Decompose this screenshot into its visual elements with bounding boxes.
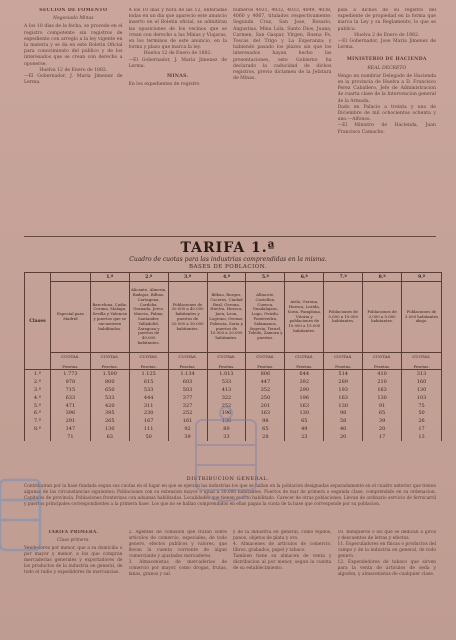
unit-cell (363, 353, 402, 370)
column-text-3: 12. Expendedores de tabaco que sirven para la venta de articulos de seda y algodon, y almacenistas de cualquier clase. (337, 560, 436, 577)
quota-cell: 289 (324, 378, 363, 386)
base-description: Albacete, Castellon, Cuenca, Guadalajara, Lugo, Oviedo, Pontevedra, Salamanca, Segovia, Teruel, Toledo, Zamora y puertos. (246, 282, 285, 353)
quota-cell: 17 (402, 425, 442, 433)
base-header: 4.ª (207, 273, 246, 282)
madrid-header (50, 273, 90, 282)
column-text: En los expedientes de registro (128, 82, 200, 88)
signature-line: —El Gobernador, J. Maria Jimenez de Lerma. (128, 57, 227, 69)
table-row (25, 425, 442, 433)
quota-cell: 396 (50, 409, 90, 417)
quota-cell: 291 (50, 417, 90, 425)
quota-cell: 33 (207, 433, 246, 441)
clase-header: Clases (25, 273, 51, 370)
quota-cell: 91 (363, 402, 402, 410)
class-cell: 7.ª (25, 417, 51, 425)
unit-cell (168, 353, 207, 370)
distribution-paragraph: Contribuiran por la base fundada segun sus cuotas en el lugar en que se ejerzan las industrias los que se hallan en la poblacion designadas separadamente en el cuadro anterior que tienen algunas de las circunstancias siguientes: Poblaciones con su extension mayor o igual a 30.000 habitantes. Puertos de mar de primera o segunda clase, comprendido en su ordenacion. Capitales de provincia. Poblaciones fronterizas con aduanas habilitadas. Localidades que tienen puerto habilitado. Carecer de otras poblaciones. Llevan de ordinario servicio de ferrocarril y puertos principales correspondientes a la primera base. Los que no se hallan comprendidos en ellas pagan la cuota de la base que corresponde por su poblacion. (24, 484, 436, 507)
quota-cell: 410 (363, 370, 402, 378)
column-text-2: 11. Especuladores en fincas o productos del campo y de la industria en general, de todo genero. (337, 542, 436, 559)
quota-cell: 201 (246, 402, 285, 410)
unit-label: CUOTAS. (372, 353, 392, 359)
base-header: 7.ª (324, 273, 363, 282)
top-column-1 (24, 8, 123, 236)
base-description: Poblaciones de 3.000 a 5.000 habitantes. (363, 282, 402, 353)
unit-label: CUOTAS. (61, 353, 80, 359)
unit-cell (246, 353, 285, 370)
base-header: 3.ª (168, 273, 207, 282)
quota-cell: 167 (129, 417, 168, 425)
quota-cell: 978 (50, 378, 90, 386)
madrid-description: Especial para Madrid (50, 282, 90, 353)
quota-cell: 533 (207, 378, 246, 386)
unit-sub: Pesetas. (413, 363, 430, 369)
bottom-column-1 (24, 530, 123, 632)
base-description: Poblaciones de 30.000 a 40.000 habitantes y puertos de 20.000 a 30.000 habitantes. (168, 282, 207, 353)
signature-line: —El Gobernador, Jose Maria Jimenez de Lerma. (337, 39, 436, 51)
base-header: 6.ª (285, 273, 324, 282)
unit-cell (207, 353, 246, 370)
divider (24, 236, 436, 237)
quota-cell: 20 (324, 433, 363, 441)
column-text: numeros 4031, 4032, 4033, 4049, 4038, 4060 y 4067, titulados respectivamente: Segunda Cruz, San Jose, Rosario, Angustias, Mina Lola, Santo Dios, Juana, Carmen, San Gaspar, Virgen, Buena Fe, Toscas del Trigo y La Esperanza; y habiendo pasado los plazos sin que los interesados hayan hecho las presentaciones, este Gobierno ha declarado la caducidad de dichos registros, previo dictamen de la Jefatura de Minas. (233, 8, 332, 82)
column-text-3: Tambien tiene su almacen de venta y distribucion al por menor, segun la cuenta de su establecimiento. (233, 554, 332, 571)
quota-cell: 1.773 (50, 370, 90, 378)
quota-cell: 650 (90, 386, 129, 394)
unit-cell (324, 353, 363, 370)
quota-cell: 130 (90, 425, 129, 433)
quota-cell: 65 (246, 425, 285, 433)
quota-cell: 1.500 (90, 370, 129, 378)
quota-cell: 103 (402, 394, 442, 402)
section-subheading: Clase primera. (56, 538, 90, 543)
section-heading: SECCION DE FOMENTO (39, 8, 108, 13)
quota-cell: 352 (246, 386, 285, 394)
quota-cell: 23 (285, 433, 324, 441)
quota-cell: 327 (168, 402, 207, 410)
decree-signature: —El Ministro de Hacienda, Juan Francisco Camacho. (337, 123, 436, 135)
quota-cell: 50 (402, 409, 442, 417)
unit-label: CUOTAS. (333, 353, 353, 359)
table-row (25, 402, 442, 410)
quota-cell: 65 (285, 417, 324, 425)
quota-cell: 313 (402, 370, 442, 378)
quota-cell: 1.125 (129, 370, 168, 378)
base-header: 8.ª (363, 273, 402, 282)
column-text: 10. Banqueros o los que se dedican a giros y descuentos de letras y efectos. (337, 530, 436, 541)
unit-cell (402, 353, 442, 370)
class-cell: 1.ª (25, 370, 51, 378)
quota-cell: 715 (50, 386, 90, 394)
quota-cell: 514 (324, 370, 363, 378)
quota-cell: 39 (168, 433, 207, 441)
unit-sub: Pesetas. (374, 363, 391, 369)
tariff-table (24, 272, 442, 441)
base-header: 9.ª (402, 273, 442, 282)
quota-cell: 196 (285, 394, 324, 402)
bottom-column-2 (129, 530, 228, 632)
quota-cell: 196 (207, 409, 246, 417)
distribution-heading: DISTRIBUCION GENERAL. (186, 476, 270, 482)
quota-cell: 28 (246, 433, 285, 441)
class-cell: 6.ª (25, 409, 51, 417)
column-text: y de la industria en general, como tejidos, panos, objetos de plata y oro. (233, 530, 332, 541)
quota-cell: 58 (324, 417, 363, 425)
decree-text: Vengo en nombrar Delegado de Hacienda en la provincia de Huelva a D. Francisco Perez Caballero, Jefe de Administracion de cuarta clase de la Intervencion general de la Armada. (337, 73, 436, 104)
unit-sub: Pesetas. (140, 363, 157, 369)
tarifa-subtitle: Cuadro de cuotas para las industrias comprendidas en la misma. (129, 256, 327, 263)
base-description: Avila, Gerona, Huesca, Lerida, Soria, Pamplona, Vitoria y poblaciones de 10.000 a 15.000 habitantes. (285, 282, 324, 353)
table-row (25, 409, 442, 417)
unit-label: CUOTAS. (256, 353, 275, 359)
table-row (25, 386, 442, 394)
base-header: 2.ª (129, 273, 168, 282)
quota-cell: 290 (285, 386, 324, 394)
unit-sub: Pesetas. (335, 363, 352, 369)
quota-cell: 503 (168, 386, 207, 394)
quota-cell: 210 (363, 378, 402, 386)
quota-cell: 130 (207, 417, 246, 425)
class-cell (25, 433, 51, 441)
quota-cell: 130 (402, 386, 442, 394)
class-cell: 2.ª (25, 378, 51, 386)
quota-cell: 193 (324, 386, 363, 394)
quota-cell: 392 (285, 378, 324, 386)
quota-cell: 806 (246, 370, 285, 378)
quota-cell: 413 (207, 386, 246, 394)
quota-cell: 377 (168, 394, 207, 402)
quota-cell: 13 (402, 433, 442, 441)
top-column-4 (338, 8, 437, 236)
quota-cell: 163 (285, 402, 324, 410)
quota-cell: 644 (285, 370, 324, 378)
quota-cell: 40 (324, 425, 363, 433)
quota-cell: 80 (207, 425, 246, 433)
bottom-columns (24, 530, 436, 632)
top-column-2 (129, 8, 228, 236)
unit-label: CUOTAS. (100, 353, 119, 359)
date-line: Huelva 2 de Enero de 1882. (354, 32, 420, 38)
quota-cell: 1.134 (168, 370, 207, 378)
quota-cell: 63 (90, 433, 129, 441)
quota-cell: 395 (90, 409, 129, 417)
unit-cell (90, 353, 129, 370)
class-cell: 8.ª (25, 425, 51, 433)
quota-cell: 75 (402, 402, 442, 410)
bottom-column-3 (233, 530, 332, 632)
unit-label: CUOTAS. (178, 353, 197, 359)
top-columns (24, 8, 436, 236)
quota-cell: 471 (50, 402, 90, 410)
table-row (25, 417, 442, 425)
quota-cell: 603 (168, 378, 207, 386)
quota-cell: 615 (129, 378, 168, 386)
quota-cell: 71 (50, 433, 90, 441)
quota-cell: 322 (207, 394, 246, 402)
quota-cell: 130 (363, 394, 402, 402)
signature-line: —El Gobernador, J. Maria Jimenez de Lerma. (24, 74, 123, 86)
quota-cell: 163 (363, 386, 402, 394)
base-header: 1.ª (90, 273, 129, 282)
quota-cell: 447 (246, 378, 285, 386)
quota-cell: 161 (168, 417, 207, 425)
quota-cell: 49 (285, 425, 324, 433)
quota-cell: 311 (129, 402, 168, 410)
base-header: 5.ª (246, 273, 285, 282)
class-cell: 4.ª (25, 394, 51, 402)
quota-cell: 265 (90, 417, 129, 425)
quota-cell: 252 (168, 409, 207, 417)
base-description: Barcelona, Cadiz, Coruna, Malaga, Sevilla y Valencia y puertos que se encuentren habilitados. (90, 282, 129, 353)
tarifa-title: TARIFA 1.ª (180, 240, 276, 256)
minas-heading: MINAS. (166, 74, 189, 80)
column-text: pida a dichos de su registro del expediente de propiedad en la forma que marca la Ley y su Reglamento, lo que se publica. (337, 8, 436, 32)
top-column-3 (233, 8, 332, 236)
section-subheading: Negociado Minas (52, 16, 94, 22)
quota-cell: 533 (129, 386, 168, 394)
class-cell: 3.ª (25, 386, 51, 394)
unit-sub: Pesetas. (257, 363, 274, 369)
quota-cell: 65 (363, 409, 402, 417)
quota-cell: 800 (90, 378, 129, 386)
unit-sub: Pesetas. (218, 363, 235, 369)
base-description: Alicante, Almeria, Badajoz, Bilbao, Cartagena, Cordoba, Granada, Jerez, Murcia, Palma, Santander, Valladolid, Zaragoza y puertos de 40.000 habitantes. (129, 282, 168, 353)
date-line: Huelva 12 de Enero de 1882. (39, 67, 108, 73)
unit-label: CUOTAS. (295, 353, 314, 359)
bottom-column-4 (338, 530, 437, 632)
column-text-2: 3. Almacenistas de mercaderias de comercio por mayor, como drogas, frutas, lanas, granos y sal. (128, 560, 227, 577)
unit-label: CUOTAS. (217, 353, 236, 359)
base-description: Bilbao, Burgos, Caceres, Ciudad Real, Gerona, Huelva, Huesca, Jaen, Leon, Logrono, Orense, Palencia, Soria y puertos de 10.000 a 20.000 habitantes. (207, 282, 246, 353)
quota-cell: 163 (246, 409, 285, 417)
unit-cell (129, 353, 168, 370)
unit-sub: Pesetas. (101, 363, 118, 369)
unit-label: CUOTAS. (139, 353, 158, 359)
unit-sub: Pesetas. (296, 363, 313, 369)
column-text: Vendedores por menor, que a su domicilio o por mayor y menor, a los que compran mercaderias generales y exportadores de los productos de la industria en general, de todo el radio y expedidores de mercancias. (24, 546, 123, 575)
quota-cell: 160 (402, 378, 442, 386)
bases-heading: BASES DE POBLACION. (189, 264, 267, 270)
quota-cell: 250 (246, 394, 285, 402)
column-text: 2. Agentes de comision que tratan sobre articulos de comercio, especiales, de todo genero, efectos publicos y valores, que llevan la cuenta corriente de algun comerciante y ajustados mercaderes. (128, 530, 227, 559)
quota-cell: 50 (129, 433, 168, 441)
quota-cell: 444 (129, 394, 168, 402)
table-row (25, 370, 442, 378)
base-description: Poblaciones de 3.000 habitantes abajo. (402, 282, 442, 353)
base-description: Poblaciones de 5.000 a 10.000 habitantes. (324, 282, 363, 353)
quota-cell: 92 (168, 425, 207, 433)
quota-cell: 39 (363, 417, 402, 425)
quota-cell: 420 (90, 402, 129, 410)
column-text: A los 10 dias y hora de las 12, enteradas todas en un dia que aparecio este anuncio inserto en el Boletin oficial, se admitiran las oposiciones de los vecinos que se crean con derecho a las Minas y Viajaras, en los terminos de este anuncio, en la forma y plazo que marca la ley. (128, 8, 227, 51)
decree-date: Dado en Palacio a treinta y uno de Diciembre de mil ochocientos ochenta y uno.—Alfonso. (337, 104, 436, 123)
quota-cell: 111 (129, 425, 168, 433)
quota-cell: 252 (207, 402, 246, 410)
quota-cell: 1.013 (207, 370, 246, 378)
table-row (25, 394, 442, 402)
quota-cell: 147 (50, 425, 90, 433)
column-text-2: 4. Almacenes de articulos de comercio, libros, grabados, papel y tabaco. (233, 542, 332, 553)
quota-cell: 20 (363, 425, 402, 433)
decree-heading: REAL DECRETO (367, 65, 407, 71)
quota-cell: 130 (285, 409, 324, 417)
quota-cell: 163 (324, 394, 363, 402)
quota-cell: 130 (324, 402, 363, 410)
unit-sub: Pesetas. (179, 363, 196, 369)
quota-cell: 26 (402, 417, 442, 425)
section-heading: TARIFA PRIMERA. (48, 530, 99, 535)
quota-cell: 98 (246, 417, 285, 425)
quota-cell: 533 (90, 394, 129, 402)
class-cell: 5.ª (25, 402, 51, 410)
unit-sub: Pesetas. (62, 363, 79, 369)
unit-cell (285, 353, 324, 370)
quota-cell: 230 (129, 409, 168, 417)
quota-cell: 98 (324, 409, 363, 417)
quota-cell: 633 (50, 394, 90, 402)
table-row (25, 378, 442, 386)
column-text: A los 10 dias de la fecha, se procede en el registro competente sin registros de expediente con arreglo a la ley vigente en la materia y se da en este Boletin Oficial para conocimiento del publico y de los interesados que se crean con derecho a oponerse. (24, 24, 123, 67)
table-row (25, 433, 442, 441)
date-line: Huelva 12 de Enero de 1882. (143, 51, 212, 57)
ministry-heading: MINISTERIO DE HACIENDA (346, 57, 427, 63)
unit-cell (50, 353, 90, 370)
quota-cell: 17 (363, 433, 402, 441)
unit-label: CUOTAS. (412, 353, 431, 359)
